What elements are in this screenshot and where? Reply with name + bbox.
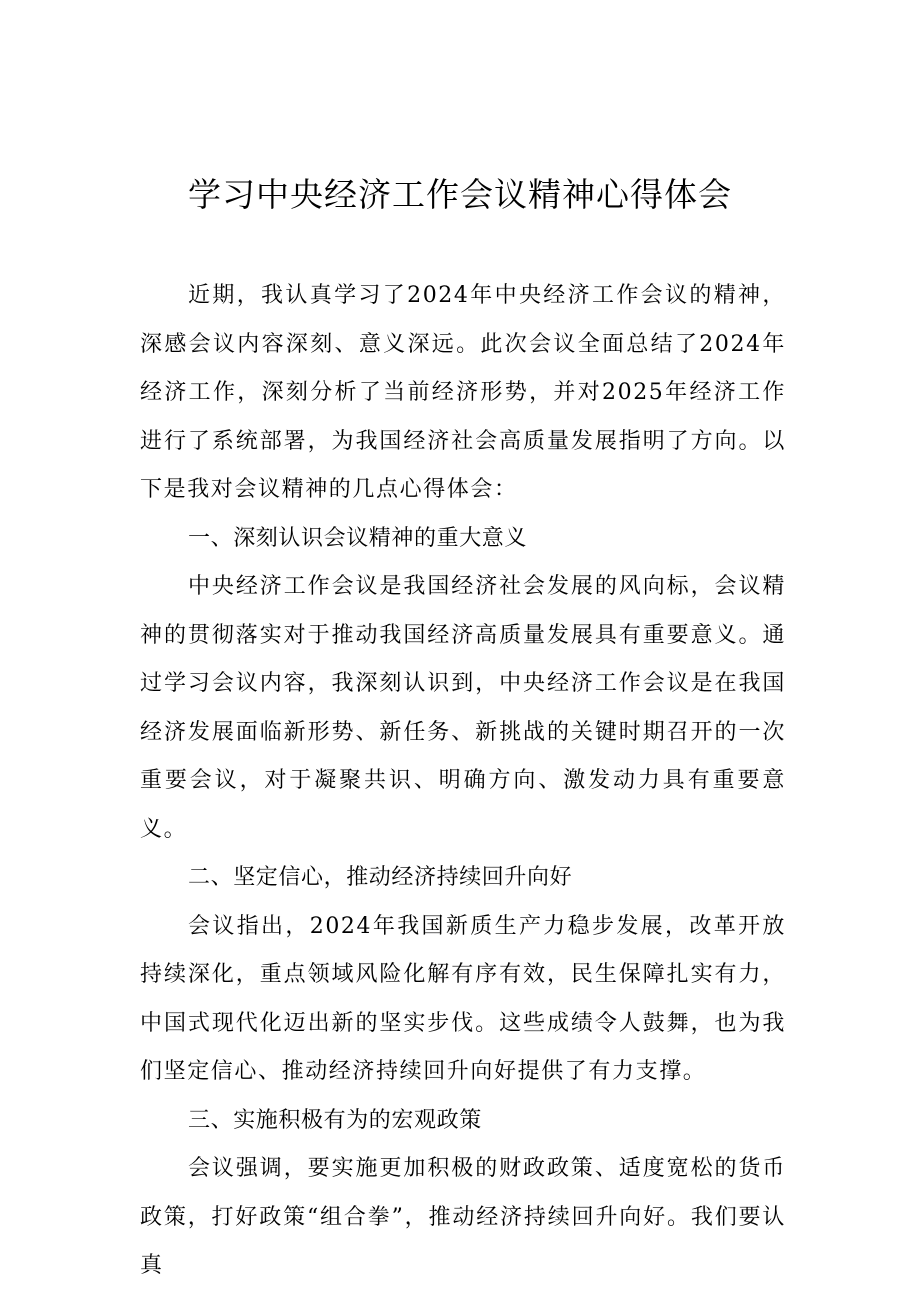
- section-heading-3: 三、实施积极有为的宏观政策: [188, 1107, 482, 1133]
- section-heading-1: 一、深刻认识会议精神的重大意义: [188, 525, 528, 551]
- document-body: [140, 272, 786, 1291]
- section-paragraph-3: 会议强调，要实施更加积极的财政政策、适度宽松的货币政策，打好政策“组合拳”，推动经济持续回升向好。我们要认真: [140, 1156, 786, 1278]
- intro-paragraph: 近期，我认真学习了2024年中央经济工作会议的精神，深感会议内容深刻、意义深远。此次会议全面总结了2024年经济工作，深刻分析了当前经济形势，并对2025年经济工作进行了系统部署，为我国经济社会高质量发展指明了方向。以下是我对会议精神的几点心得体会：: [140, 283, 786, 502]
- section-paragraph-1: 中央经济工作会议是我国经济社会发展的风向标，会议精神的贯彻落实对于推动我国经济高质量发展具有重要意义。通过学习会议内容，我深刻认识到，中央经济工作会议是在我国经济发展面临新形势、新任务、新挑战的关键时期召开的一次重要会议，对于凝聚共识、明确方向、激发动力具有重要意义。: [140, 574, 786, 842]
- section-heading-2: 二、坚定信心，推动经济持续回升向好: [188, 865, 573, 890]
- document-title: 学习中央经济工作会议精神心得体会: [188, 175, 732, 214]
- section-paragraph-2: 会议指出，2024年我国新质生产力稳步发展，改革开放持续深化，重点领域风险化解有序有效，民生保障扎实有力，中国式现代化迈出新的坚实步伐。这些成绩令人鼓舞，也为我们坚定信心、推动经济持续回升向好提供了有力支撑。: [140, 913, 786, 1084]
